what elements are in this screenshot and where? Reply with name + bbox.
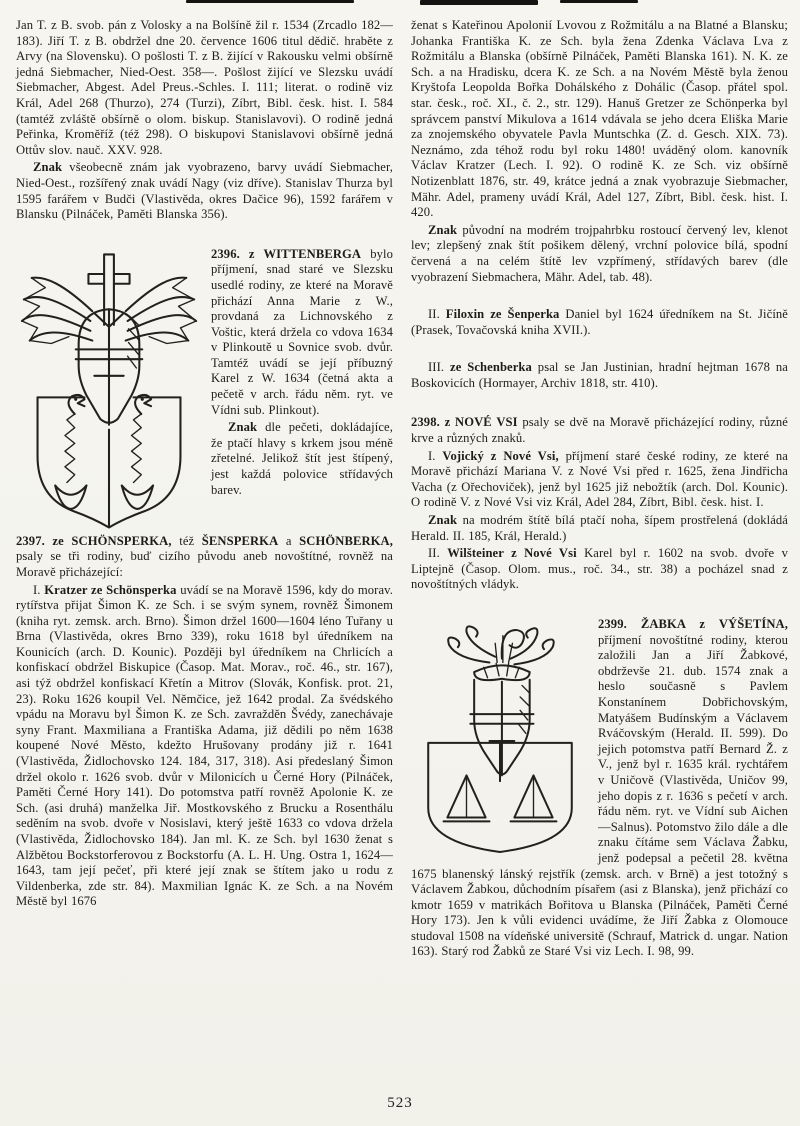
paragraph-kratzer <box>16 583 393 910</box>
entry-heading-alt: ŠENSPERKA <box>201 533 279 548</box>
family-name: Kratzer ze Schönsperka <box>44 582 177 597</box>
entry-heading: 2397. ze SCHÖNSPERKA, <box>16 533 172 548</box>
entry-2398 <box>411 415 788 446</box>
body-text: všeobecně znám jak vyobrazeno, barvy uvádí Siebmacher, Nied-Oest., rozšířený znak uvádí Nagy (viz dříve). Stanislav Thurza byl 1595 farářem v Budči (Vlastivěda, okres Dačice 96), 1592 farářem v Blansku (Pilnáček, Paměti Blanska 356). <box>16 160 393 222</box>
paragraph-continuation <box>411 18 788 221</box>
body-text: na modrém štítě bílá ptačí noha, šípem prostřelená (dokládá Herald. II. 185, Král, Herald.) <box>411 513 788 543</box>
znak-label: Znak <box>228 420 258 435</box>
right-column <box>411 18 788 960</box>
entry-2396 <box>16 247 393 419</box>
entry-2399 <box>411 617 788 960</box>
znak-label: Znak <box>428 222 458 237</box>
body-text: ženat s Kateřinou Apolonií Lvovou z Rožmitálu a na Blatné a Blansku; Johanka Františka K. ze Sch. byla žena Zdenka Václava Lva z Rožmitálu a Blanska (obšírně Pilnáček, Paměti Blanska 161). N. K. ze Sch. a na Hradisku, dcera K. ze Sch. a na Novém Městě byla ženou Kryštofa Leopolda Bořka Dohálského z Dohálic (Časop. přátel spol. star. česk., roč. XI., č. 2., str. 129). Hanuš Gretzer ze Schönperka byl správcem panství Mikulova a 1614 vdávala se jeho dcera Eliška Marie za znojemského obyvatele Pavla Muntschka (Z. d. Gesch. XIX. 73). Neznámo, zda téhož rodu byl roku 1480! uváděný olom. kanovník Václav Kratzer (Lech. I. 92). O rodině K. ze Sch. viz obšírně Notizenblatt 1876, str. 49, krátce jedná a znak vyobrazuje Siebmacher, Mähr. Adel, prameny uvádí Král, Adel 127, Zíbrt, Bibl. česk. hist. I. 420. <box>411 18 788 220</box>
scan-artifact <box>186 0 354 3</box>
paragraph-znak-thurzo <box>16 160 393 222</box>
paragraph-vojicky <box>411 449 788 511</box>
coat-of-arms-zabka <box>411 620 589 860</box>
body-text: psaly se tři rodiny, buď cizího původu aneb novoštítné, rovněž na Moravě přicházející: <box>16 549 393 579</box>
paragraph-schenberka <box>411 360 788 391</box>
body-text: a <box>278 533 300 548</box>
family-name: Wilšteiner z Nové Vsi <box>447 546 577 561</box>
item-number: II. <box>428 546 448 561</box>
body-text: též <box>171 533 202 548</box>
entry-heading: 2396. z WITTENBERGA <box>211 246 362 261</box>
body-text: příjmení staré české rodiny, ze které na Moravě přichází Mariana V. z Nové Vsi před r. 1625, žena Jindřicha Vacha (z Ořechoviček), jenž byl 1625 již nebožtík (arch. Dol. Kounic). O rodině V. z Nové Vsi viz Král, Adel 284, Zíbrt, Bibl. česk. hist. I. <box>411 448 788 510</box>
item-number: III. <box>428 360 450 375</box>
left-column <box>16 18 393 960</box>
two-column-text <box>16 18 788 960</box>
page-number: 523 <box>387 1095 413 1111</box>
body-text: dle pečeti, dokládajíce, že ptačí hlavy s krkem jsou méně zřetelné. Jelikož štít jest štípený, jest každá polovice střídavých barev. <box>211 420 393 497</box>
entry-heading-alt: SCHÖNBERKA, <box>299 533 393 548</box>
entry-heading: 2398. z NOVÉ VSI <box>411 415 518 430</box>
item-number: I. <box>428 448 443 463</box>
item-number: II. <box>428 307 446 322</box>
znak-label: Znak <box>33 160 63 175</box>
coat-of-arms-wittenberg <box>16 250 202 530</box>
paragraph-znak-2398 <box>411 513 788 544</box>
paragraph-continuation <box>16 18 393 158</box>
body-text: příjmení novoštítné rodiny, kterou založili Jan a Jiří Žabkové, obdrževše 21. dub. 1574 znak a heslo současně s Pavlem Konstanínem Dobřichovským, Matyášem Budínským a Václavem Rváčovským (Herald. II. 599). Do jejich potomstva patří Bernard Ž. z V., jenž byl r. 1635 král. rychtářem v Uničově (Vlastivěda, Uničov 99, jeho dopis z r. 1636 s pečetí v arch. řádu něm. ryt. ve Vídní sub Aichen—Salnus). Potomstvo žilo dále a dle znaku čítáme sem Václava Žabku, jenž podepsal a pečetil 28. května 1675 blanenský lánský rejstřík (zemsk. arch. v Brně) a jest totožný s Václavem Žabkou, důchodním písařem (asi z Blanska), jenž přichází co kmotr 1659 v matrikách Bořitova u Blanska (Pilnáček, Paměti Černé Hory 173). Jen k vůli evidenci uvádíme, že Jiří Žabka z Olomouce studoval 1508 na vídeňské universitě (Schrauf, Matrick d. ungar. Nation 163). Starý rod Žabků ze Staré Vsi viz Lech. I. 98, 99. <box>411 632 788 959</box>
family-name: ze Schenberka <box>450 360 532 375</box>
entry-heading: 2399. ŽABKA z VÝŠETÍNA, <box>598 617 788 631</box>
body-text: psaly se dvě na Moravě přicházející rodiny, různé krve a různých znaků. <box>411 415 788 446</box>
body-text: původní na modrém trojpahrbku rostoucí červený lev, klenot lev; zlepšený znak štít pošikem dělený, vrchní polovice bílá, spodní červená a na celém štítě lev vzpřímený, střídavých barev (dle vyobrazení Siebmachera, Mähr. Adel, tab. 48). <box>411 222 788 284</box>
paragraph-znak-schonsperk <box>411 223 788 285</box>
body-text: Daniel byl 1624 úředníkem na St. Jičíně (Prasek, Tovačovská kniha XVII.). <box>411 307 788 337</box>
body-text: psal se Jan Justinian, hradní hejtman 1678 na Boskovicích (Hormayer, Archiv 1818, str. 410). <box>411 360 788 390</box>
paragraph-wilsteiner <box>411 546 788 593</box>
entry-2397 <box>16 534 393 581</box>
item-number: I. <box>33 582 45 597</box>
scan-artifact <box>420 0 538 5</box>
body-text: uvádí se na Moravě 1596, kdy do morav. rytířstva přijat Šimon K. ze Sch. i se svým synem, rovněž Šimonem (kniha ryt. zemsk. arch. Brno). Šimon držel 1600—1604 léno Tuřany u Brna (Vlastivěda, okres Brno 339), roku 1618 byl úředníkem na Kounicích (arch. D. Kounic). Později byl úředníkem na Chrlicích a konfiskací obdržel Biskupice (Časop. Mat. Morav., roč. 46., str. 167), asi týž obdržel konfiskací Křetín a Mitrov (Slovák, Konfisk. prot. 21, 23). Roku 1626 koupil Vel. Němčice, jež 1642 prodal. Za švédského vpádu na Moravu byl Šimon K. ze Sch. zavražděn Švédy, zanechávaje syny Frant. Maxmiliana a Františka Adama, již dědili po něm 1638 koupené Nové Město, kdežto Hrušovany prodány již r. 1641 (Vlastivěda, Židlochovsko 124. 184, 317, 318). Asi předeslaný Šimon držel okolo r. 1626 svob. dvůr v Milonicích u Černé Hory (Pilnáček, Paměti Černé Hory 141). Do potomstva patří rovněž Apolonie K. ze Sch. (asi druhá) manželka Jiř. Mostkovského z Brucku a Rosenthálu seděním na svob. dvoře v Nosislavi, který ještě 1633 co vdova držela (Vlastivěda, Židlochovsko 184). Jan ml. K. ze Sch. byl 1630 ženat s Alžbětou Bockstorferovou z Bockstorfu (A. L. H. Ung. Ostra 1, 1624—1643, tam její pečeť, při které její znak se štítem jako u rodu z Vildenberka, zde str. 84). Maxmilian Ignác K. ze Sch. a na Novém Městě byl 1676 <box>16 582 393 909</box>
body-text: Jan T. z B. svob. pán z Volosky a na Bolšíně žil r. 1534 (Zrcadlo 182—183). Jiří T. z B. obdržel dne 20. července 1606 titul dědič. hraběte z Arvy (na Slovensku). O pošlosti T. z B. žijící v Rakousku velmi obšírně jedná Siebmacher, Nied-Oest. 358—. Pošlost žijící ve Slezsku uvádí Siebmacher, Abgest. Adel Preus.-Schles. I. 111; literat. o rodině viz Král, Adel 268 (Thurzo), 274 (Turzi), Zíbrt, Bibl. česk. hist. I. 584 (tamtéž zvláště obšírně o olom. biskup. Stanislavovi). O rodině jedná Peřinka, Kroměříž (též 298). O biskupovi Stanislavovi obšírně jedná Ottův slov. nauč. XXV. 928. <box>16 18 393 157</box>
body-text: bylo příjmení, snad staré ve Slezsku usedlé rodiny, ze které na Moravě přichází Anna Marie z W., provdaná za Lichnovského z Voštic, která držela co vdova 1634 v Plinkoutě u Sovnice svob. dvůr. Tamtéž uvádí se její příbuzný Karel z W. 1634 (četná akta a pečetě v arch. řádu něm. ryt. ve Vídni sub. Plinkout). <box>211 246 393 417</box>
family-name: Vojický z Nové Vsi, <box>442 448 559 463</box>
scan-artifact <box>560 0 638 3</box>
znak-label: Znak <box>428 513 458 528</box>
family-name: Filoxin ze Šenperka <box>445 307 560 322</box>
body-text: Karel byl r. 1602 na svob. dvoře v Liptejně (Časop. Olom. mus., roč. 34., str. 38) a pocházel snad z novoštítných vládyk. <box>411 546 788 592</box>
paragraph-filoxin <box>411 307 788 338</box>
